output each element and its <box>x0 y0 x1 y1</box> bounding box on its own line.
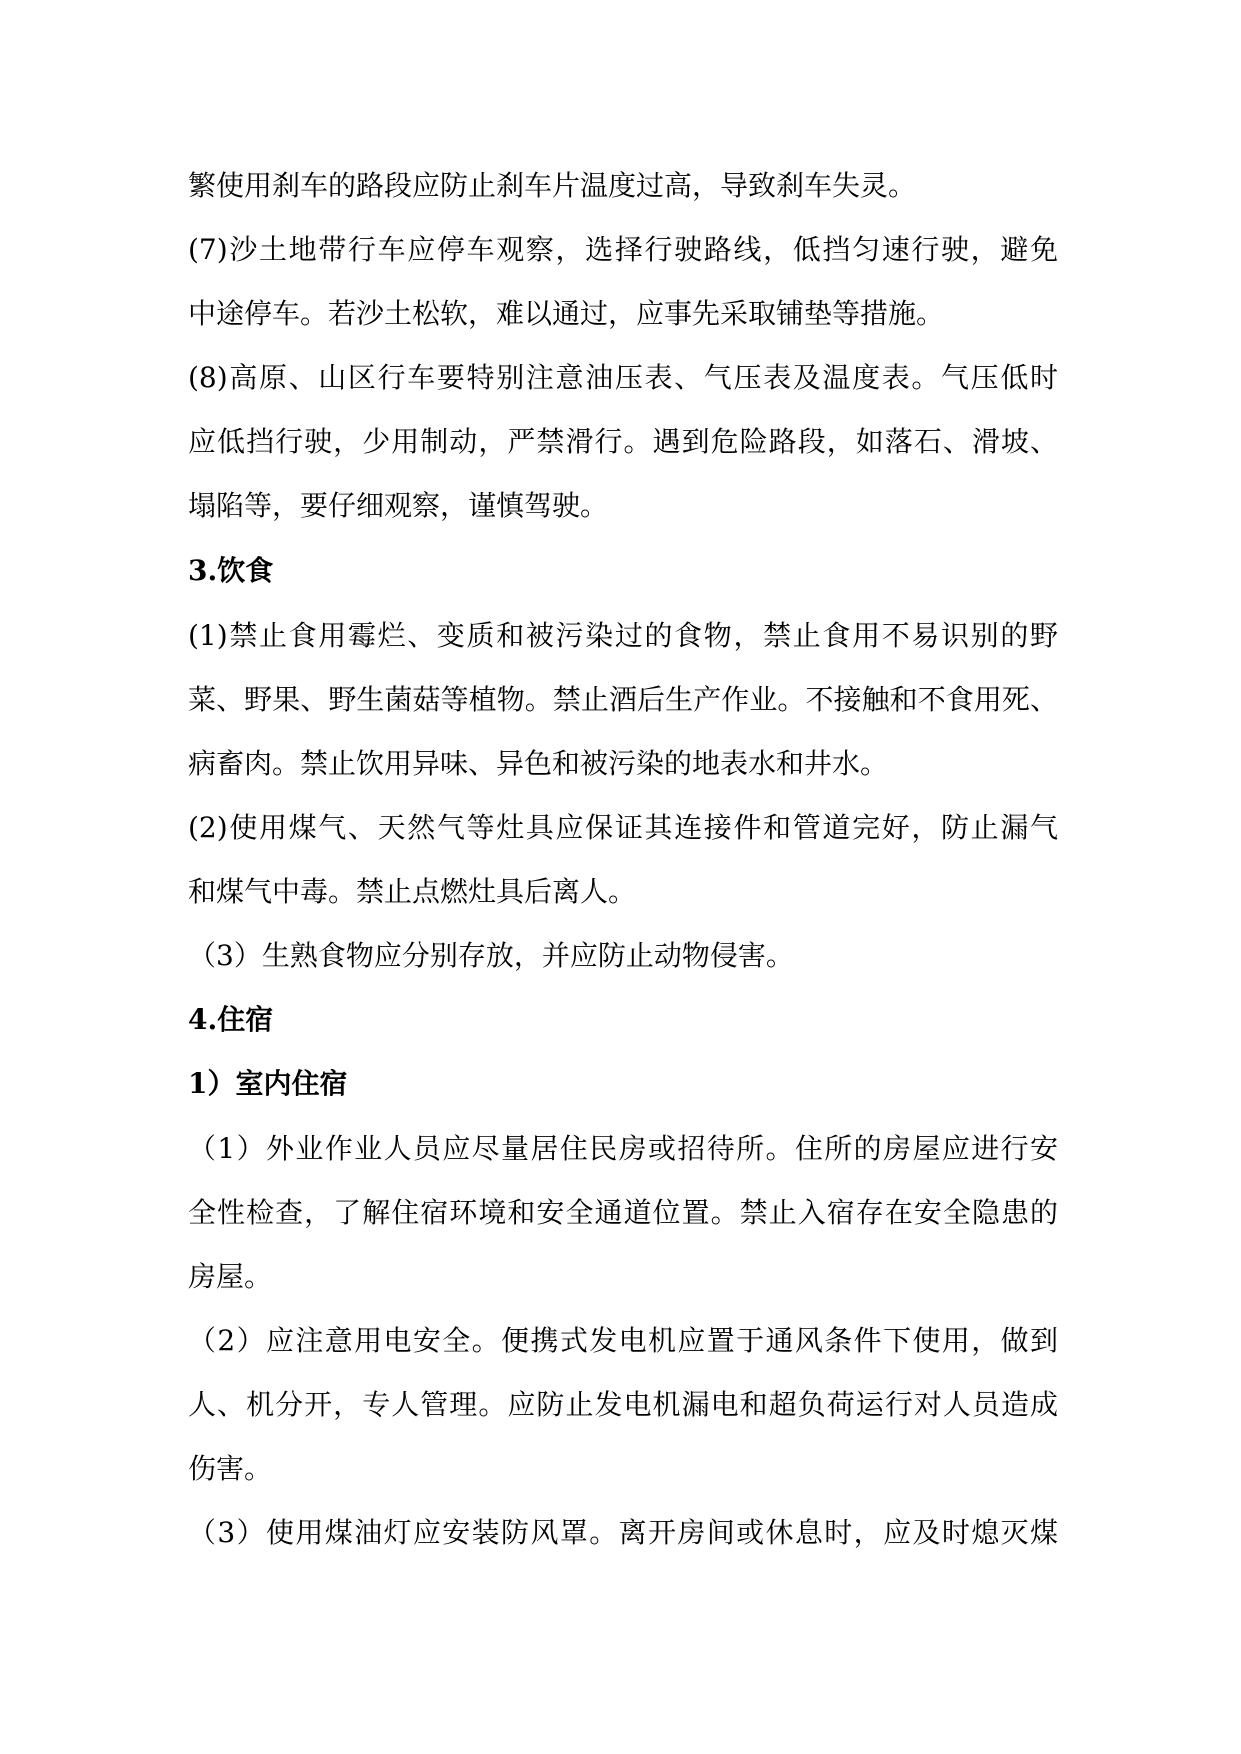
paragraph-line: （3）生熟食物应分别存放，并应防止动物侵害。 <box>188 939 794 972</box>
subsection-heading: 1）室内住宿 <box>188 1067 348 1100</box>
paragraph-line: （1）外业作业人员应尽量居住民房或招待所。住所的房屋应进行安 <box>188 1132 1058 1165</box>
paragraph-line: 伤害。 <box>188 1452 273 1485</box>
paragraph-line: (2)使用煤气、天然气等灶具应保证其连接件和管道完好，防止漏气 <box>188 811 1058 844</box>
paragraph-line: 中途停车。若沙土松软，难以通过，应事先采取铺垫等措施。 <box>188 297 945 330</box>
paragraph-line: 塌陷等，要仔细观察，谨慎驾驶。 <box>188 489 609 522</box>
paragraph-line: （2）应注意用电安全。便携式发电机应置于通风条件下使用，做到 <box>188 1324 1058 1357</box>
section-heading: 4.住宿 <box>188 1003 274 1036</box>
paragraph-line: 房屋。 <box>188 1260 273 1293</box>
paragraph-line: 繁使用刹车的路段应防止刹车片温度过高，导致刹车失灵。 <box>188 169 917 202</box>
paragraph-line: 菜、野果、野生菌菇等植物。禁止酒后生产作业。不接触和不食用死、 <box>188 683 1058 716</box>
paragraph-line: (1)禁止食用霉烂、变质和被污染过的食物，禁止食用不易识别的野 <box>188 619 1058 652</box>
paragraph-line: 全性检查，了解住宿环境和安全通道位置。禁止入宿存在安全隐患的 <box>188 1196 1058 1229</box>
paragraph-line: 应低挡行驶，少用制动，严禁滑行。遇到危险路段，如落石、滑坡、 <box>188 425 1058 458</box>
paragraph-line: 和煤气中毒。禁止点燃灶具后离人。 <box>188 875 637 908</box>
section-heading: 3.饮食 <box>188 554 274 587</box>
paragraph-line: 病畜肉。禁止饮用异味、异色和被污染的地表水和井水。 <box>188 747 889 780</box>
paragraph-line: 人、机分开，专人管理。应防止发电机漏电和超负荷运行对人员造成 <box>188 1388 1058 1421</box>
paragraph-line: (8)高原、山区行车要特别注意油压表、气压表及温度表。气压低时 <box>188 361 1058 394</box>
paragraph-line: (7)沙土地带行车应停车观察，选择行驶路线，低挡匀速行驶，避免 <box>188 233 1058 266</box>
paragraph-line: （3）使用煤油灯应安装防风罩。离开房间或休息时，应及时熄灭煤 <box>188 1516 1058 1549</box>
